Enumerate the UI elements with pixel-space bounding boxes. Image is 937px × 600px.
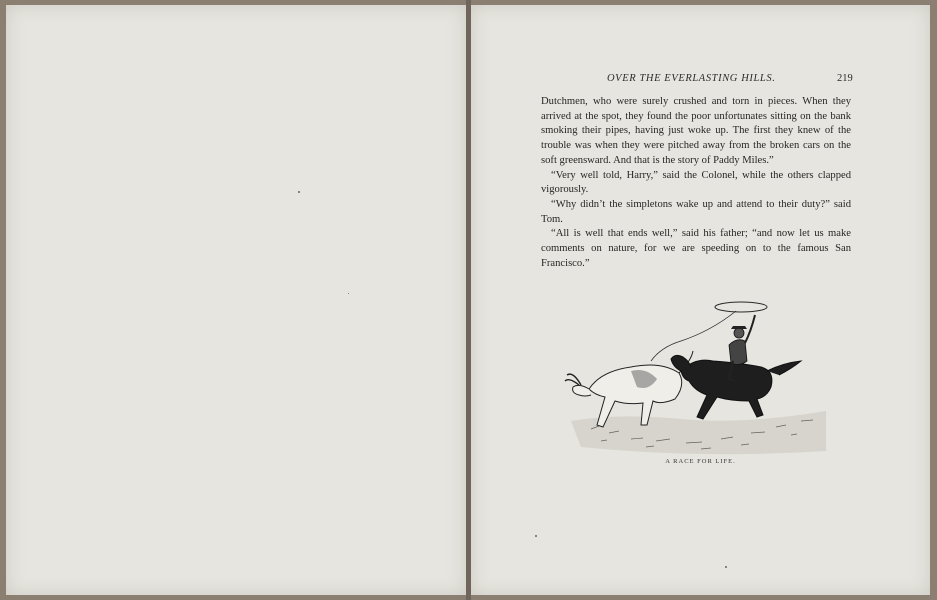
running-head: OVER THE EVERLASTING HILLS.	[607, 73, 776, 84]
body-text	[541, 95, 851, 271]
paper-speck	[348, 293, 349, 294]
paper-speck	[535, 535, 537, 537]
engraving-drawing	[561, 301, 836, 459]
paper-speck	[298, 191, 300, 193]
page-header	[471, 73, 930, 89]
page-number: 219	[837, 73, 853, 84]
cowboy-roping-steer-engraving	[561, 301, 836, 459]
paragraph: “All is well that ends well,” said his father; “and now let us make comments on nature, for we are speeding on to the famous San Francisco.”	[541, 228, 851, 269]
paragraph: “Very well told, Harry,” said the Colonel, while the others clapped vigorously.	[541, 169, 851, 196]
paragraph: Dutchmen, who were surely crushed and torn in pieces. When they arrived at the spot, they found the poor unfortunates sitting on the bank smoking their pipes, having just woke up. The first they knew of the trouble was when they were pitched away from the broken cars on the soft greensward. And that is the story of Paddy Miles.”	[541, 96, 851, 166]
left-page	[6, 5, 466, 595]
right-page	[471, 5, 930, 595]
paragraph: “Why didn’t the simpletons wake up and attend to their duty?” said Tom.	[541, 198, 851, 225]
paper-speck	[725, 566, 727, 568]
illustration-caption: A RACE FOR LIFE.	[665, 458, 736, 465]
